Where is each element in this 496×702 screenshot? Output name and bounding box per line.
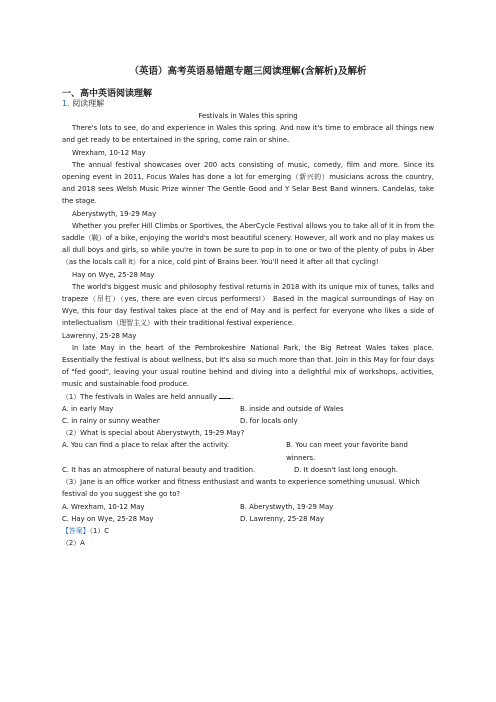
option-row: [62, 464, 434, 476]
section-heading: 一、高中英语阅读理解: [62, 89, 153, 99]
option: D. Lawrenny, 25-28 May: [240, 514, 324, 523]
festival-location: Hay on Wye, 25-28 May: [72, 270, 155, 279]
answer-value: （1）C: [89, 526, 110, 535]
option-row: [62, 415, 434, 427]
question-stem: （2）What is special about Aberystwyth, 19-29 May?: [62, 429, 245, 438]
document-title: （英语）高考英语易错题专题三阅读理解(含解析)及解析: [129, 66, 367, 77]
option: B. inside and outside of Wales: [240, 404, 344, 413]
passage-intro: There's lots to see, do and experience in Wales this spring. And now it's time to embrace all things new and get ready to be entertained in the spring, come rain or shine.: [62, 124, 434, 145]
answer-line: （2）A: [62, 539, 85, 548]
option-row: [62, 513, 434, 525]
answer-label: 【答案】: [62, 526, 90, 535]
option-row: [62, 439, 434, 463]
question-stem-text: （1）The festivals in Wales are held annually: [62, 392, 220, 401]
option: B. You can meet your favorite band winners.: [286, 441, 408, 462]
festival-description: In late May in the heart of the Pembrokeshire National Park, the Big Retreat Wales takes place. Essentially the festival is about wellness, but it's also so much more than that. Join in this May for four days of "fed good", leaving your usual routine behind and diving into a delightful mix of workshops, activities, music and sustainable food produce.: [62, 343, 434, 389]
option: C. in rainy or sunny weather: [62, 417, 160, 426]
question-stem: （3）Jane is an office worker and fitness enthusiast and wants to experience something unusual. Which festival do you suggest she go to?: [62, 478, 420, 499]
option: A. in early May: [62, 404, 114, 413]
option-row: [62, 501, 434, 513]
festival-location: Aberystwyth, 19-29 May: [72, 209, 157, 218]
festival-description: The world's biggest music and philosophy festival returns in 2018 with its unique mix of tunes, talks and trapeze（吊杠）（yes, there are even circus performers!） Based in the magical surroundings of Hay on Wye, this four day festival takes place at the end of May and is perfect for everyone who likes a side of intellectualism（理智主义）with their traditional festival experience.: [62, 282, 434, 328]
festival-location: Wrexham, 10-12 May: [72, 148, 146, 157]
option: D. It doesn't last long enough.: [294, 465, 398, 474]
option: C. It has an atmosphere of natural beauty and tradition.: [62, 465, 256, 474]
passage-body: [62, 110, 434, 549]
question-stem-end: .: [231, 392, 234, 401]
question-header: [62, 98, 104, 109]
answer-blank: [219, 398, 231, 399]
answer-line: [62, 525, 434, 537]
festival-description: Whether you prefer Hill Climbs or Sportives, the AberCycle Festival allows you to take all of it in from the saddle（鞍）of a bike, enjoying the world's most beautiful scenery. However, all work and no play makes us all dull boys and girls, so while you're in town be sure to pop in to one or two of the plenty of pubs in Aber（as the locals call it）for a nice, cold pint of Brains beer. You'll need it after all that cycling!: [62, 221, 434, 267]
option: A. Wrexham, 10-12 May: [62, 502, 145, 511]
festival-description: The annual festival showcases over 200 acts consisting of music, comedy, film and more. Since its opening event in 2011, Focus Wales has done a lot for emerging（新兴的）musicians across the country, and 2018 sees Welsh Music Prize winner The Gentle Good and Y Selar Best Band winners. Candelas, take the stage.: [62, 160, 434, 206]
option: D. for locals only: [240, 417, 298, 426]
option: C. Hay on Wye, 25-28 May: [62, 514, 154, 523]
option: A. You can find a place to relax after the activity.: [62, 441, 230, 450]
passage-title: Festivals in Wales this spring: [198, 112, 298, 120]
option-row: [62, 403, 434, 415]
festival-location: Lawrenny, 25-28 May: [62, 331, 137, 340]
question-stem: [62, 391, 434, 403]
option: B. Aberystwyth, 19-29 May: [240, 502, 334, 511]
question-type: 阅读理解: [72, 99, 105, 108]
question-number: 1.: [62, 99, 70, 108]
